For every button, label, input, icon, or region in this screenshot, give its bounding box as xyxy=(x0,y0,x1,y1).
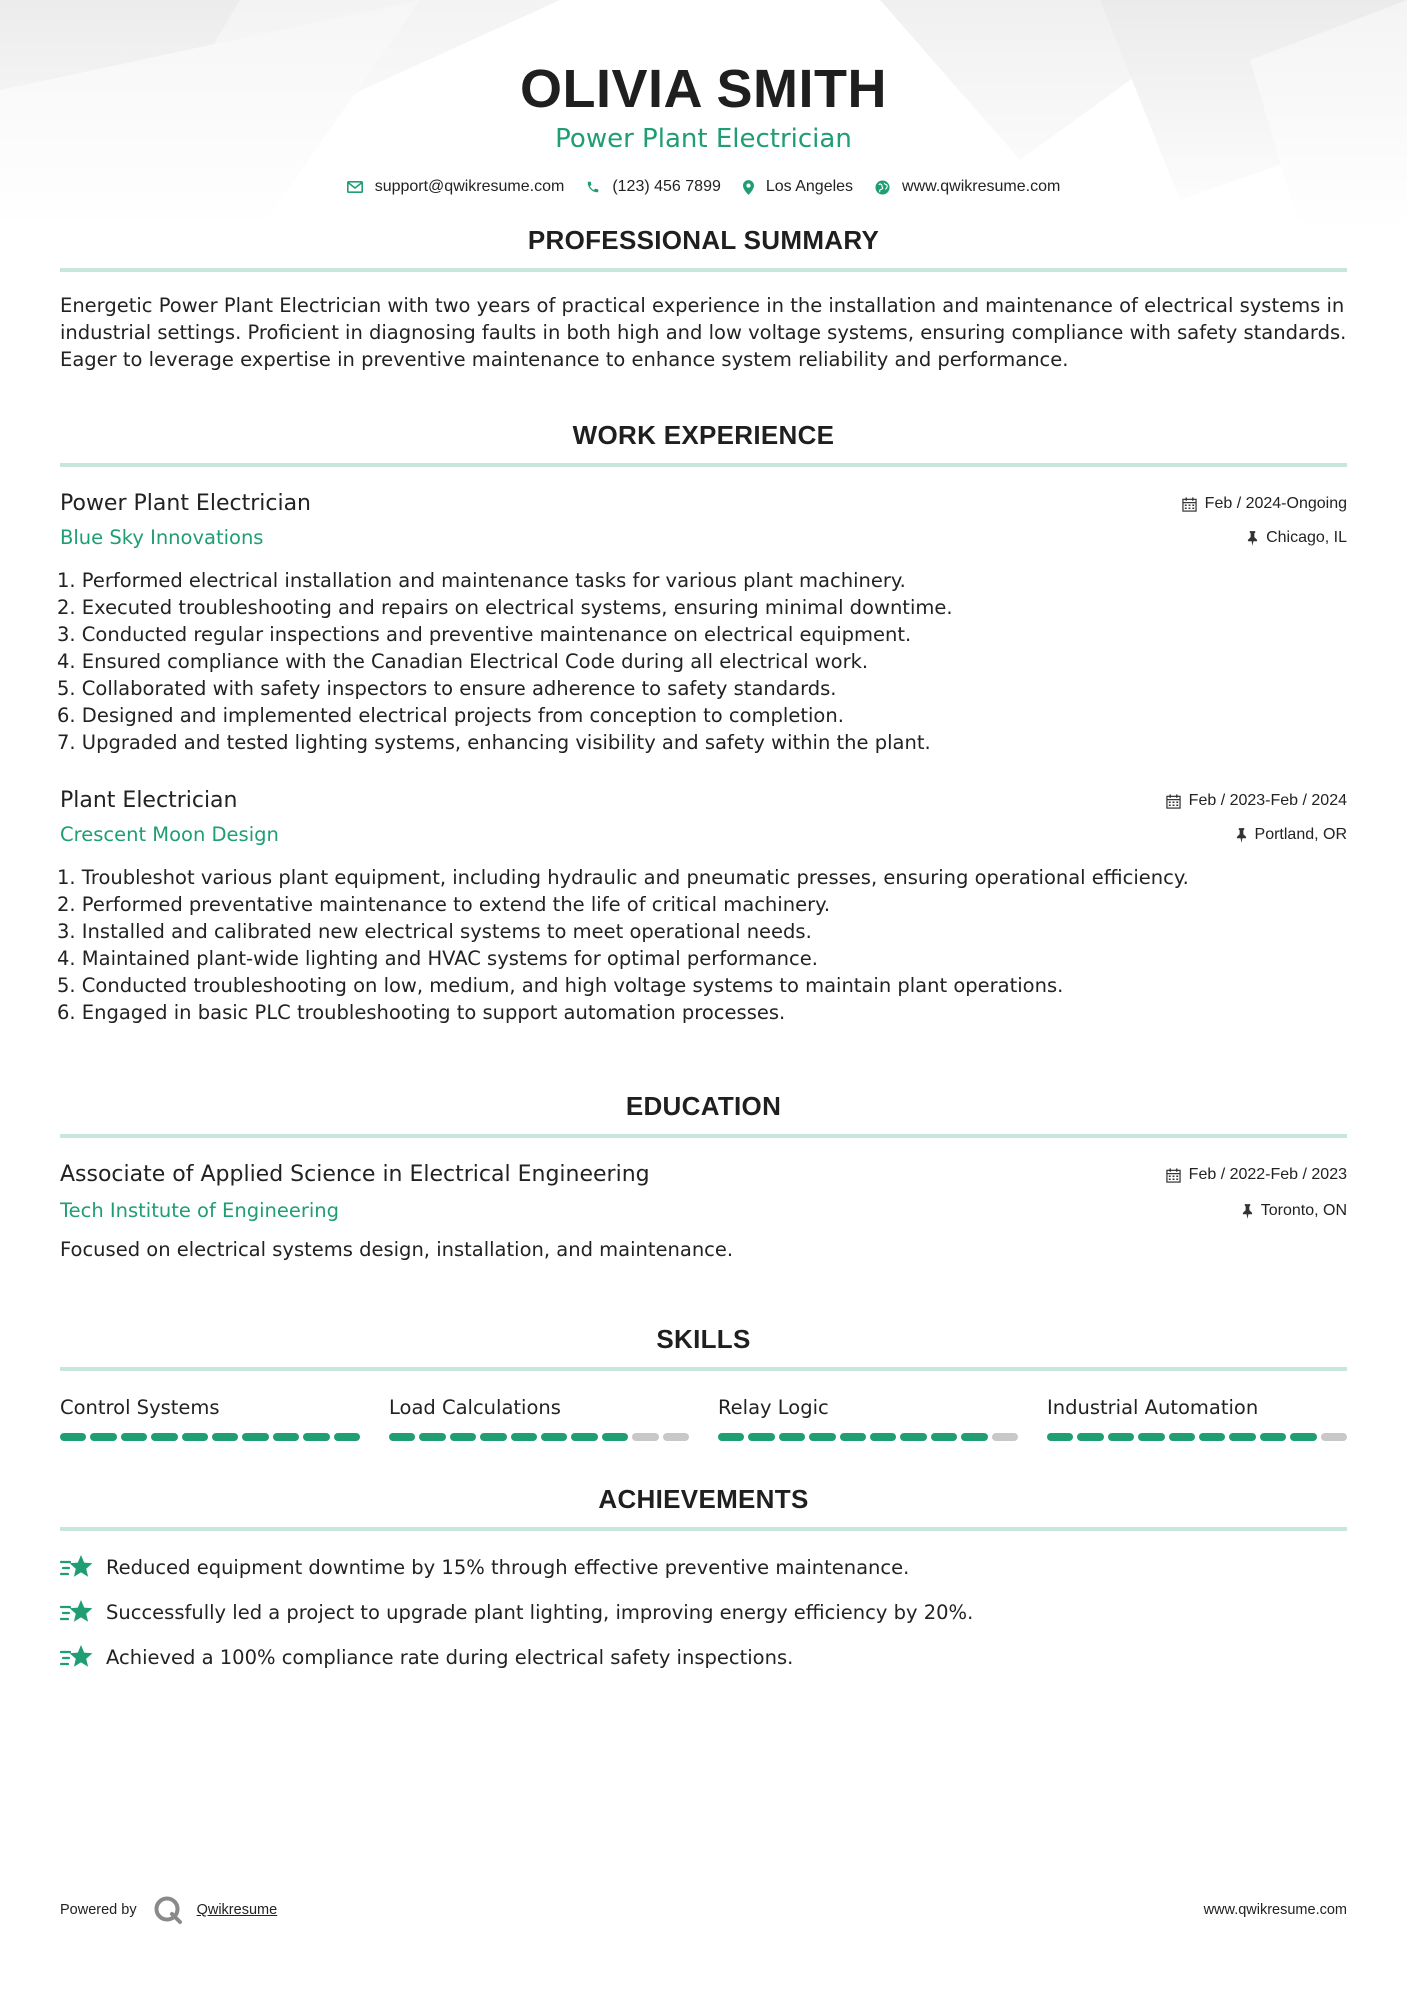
skill-name: Industrial Automation xyxy=(1047,1396,1259,1419)
contact-website[interactable] xyxy=(875,178,1060,196)
achievement-item xyxy=(60,1598,1347,1626)
skill-item xyxy=(1047,1395,1347,1441)
education-heading: EDUCATION xyxy=(625,1091,782,1121)
education-dates-text: Feb / 2022-Feb / 2023 xyxy=(1188,1166,1347,1183)
achievement-text: Achieved a 100% compliance rate during electrical safety inspections. xyxy=(106,1645,794,1669)
job-location xyxy=(1236,820,1347,850)
skill-segment-filled xyxy=(389,1433,415,1441)
summary-section-header xyxy=(60,222,1347,272)
skill-segment-empty xyxy=(632,1433,658,1441)
skill-level-bar xyxy=(389,1433,689,1441)
skill-segment-filled xyxy=(900,1433,926,1441)
experience-section-header xyxy=(60,417,1347,467)
achievement-text: Successfully led a project to upgrade plant lighting, improving energy efficiency by 20%. xyxy=(106,1600,974,1624)
summary-heading: PROFESSIONAL SUMMARY xyxy=(527,225,880,255)
achievement-item xyxy=(60,1553,1347,1581)
list-item: 3. Installed and calibrated new electrical systems to meet operational needs. xyxy=(57,920,812,943)
education-location-text: Toronto, ON xyxy=(1260,1202,1347,1219)
skills-section-header xyxy=(60,1321,1347,1371)
company-name: Blue Sky Innovations xyxy=(60,526,264,549)
brand-link[interactable]: Qwikresume xyxy=(196,1902,278,1918)
job-title: Power Plant Electrician xyxy=(60,491,311,516)
email-text: support@qwikresume.com xyxy=(374,178,565,195)
list-item: 6. Engaged in basic PLC troubleshooting to support automation processes. xyxy=(57,1001,786,1024)
job-entry xyxy=(57,489,1347,756)
education-dates xyxy=(1166,1160,1347,1190)
list-item: 1. Performed electrical installation and maintenance tasks for various plant machinery. xyxy=(57,569,906,592)
skill-segment-filled xyxy=(571,1433,597,1441)
education-location xyxy=(1242,1196,1347,1226)
skill-level-bar xyxy=(60,1433,360,1441)
job-dates-text: Feb / 2024-Ongoing xyxy=(1204,495,1347,512)
achievements-list xyxy=(60,1553,1347,1671)
list-item: 4. Maintained plant-wide lighting and HVAC systems for optimal performance. xyxy=(57,947,818,970)
skill-segment-filled xyxy=(931,1433,957,1441)
skill-name: Relay Logic xyxy=(718,1396,829,1419)
phone-text: (123) 456 7899 xyxy=(612,178,721,195)
section-divider xyxy=(60,1367,1347,1371)
skill-name: Control Systems xyxy=(60,1396,220,1419)
phone-icon xyxy=(586,180,600,194)
achievements-heading: ACHIEVEMENTS xyxy=(598,1484,809,1514)
job-title: Plant Electrician xyxy=(60,788,238,813)
skill-segment-filled xyxy=(1169,1433,1195,1441)
education-entry xyxy=(60,1160,1347,1263)
list-item: 2. Performed preventative maintenance to extend the life of critical machinery. xyxy=(57,893,831,916)
skill-segment-filled xyxy=(334,1433,360,1441)
list-item: 2. Executed troubleshooting and repairs on electrical systems, ensuring minimal downtime. xyxy=(57,596,953,619)
section-divider xyxy=(60,463,1347,467)
job-location xyxy=(1247,523,1347,553)
degree-title: Associate of Applied Science in Electrical Engineering xyxy=(60,1162,650,1187)
skill-segment-filled xyxy=(303,1433,329,1441)
job-dates xyxy=(1166,786,1347,816)
skill-segment-filled xyxy=(480,1433,506,1441)
star-icon xyxy=(60,1643,94,1671)
map-pin-icon xyxy=(743,180,754,195)
skill-segment-filled xyxy=(1077,1433,1103,1441)
contact-phone[interactable] xyxy=(586,178,721,196)
skill-segment-filled xyxy=(779,1433,805,1441)
list-item: 3. Conducted regular inspections and preventive maintenance on electrical equipment. xyxy=(57,623,912,646)
section-divider xyxy=(60,1527,1347,1531)
skill-segment-filled xyxy=(151,1433,177,1441)
education-description: Focused on electrical systems design, installation, and maintenance. xyxy=(60,1238,734,1261)
contact-email[interactable] xyxy=(347,178,565,196)
skill-segment-filled xyxy=(1108,1433,1134,1441)
skill-segment-filled xyxy=(1138,1433,1164,1441)
pushpin-icon xyxy=(1242,1204,1253,1219)
candidate-title: Power Plant Electrician xyxy=(555,124,852,154)
job-dates-text: Feb / 2023-Feb / 2024 xyxy=(1188,792,1347,809)
skill-name: Load Calculations xyxy=(389,1396,561,1419)
skill-segment-filled xyxy=(212,1433,238,1441)
skill-segment-filled xyxy=(602,1433,628,1441)
powered-by-label: Powered by xyxy=(60,1902,137,1918)
skill-segment-filled xyxy=(419,1433,445,1441)
resume-header xyxy=(60,0,1347,196)
skill-item xyxy=(389,1395,689,1441)
job-location-text: Portland, OR xyxy=(1254,826,1347,843)
job-dates xyxy=(1182,489,1347,519)
skill-segment-filled xyxy=(1229,1433,1255,1441)
location-text: Los Angeles xyxy=(765,178,854,195)
skill-segment-filled xyxy=(182,1433,208,1441)
skill-segment-filled xyxy=(273,1433,299,1441)
star-icon xyxy=(60,1553,94,1581)
skill-segment-empty xyxy=(992,1433,1018,1441)
education-section-header xyxy=(60,1088,1347,1138)
list-item: 5. Conducted troubleshooting on low, medium, and high voltage systems to maintain plant operations. xyxy=(57,974,1064,997)
skill-level-bar xyxy=(1047,1433,1347,1441)
skill-segment-filled xyxy=(840,1433,866,1441)
skills-list xyxy=(60,1395,1347,1441)
skills-heading: SKILLS xyxy=(656,1324,751,1354)
skill-segment-empty xyxy=(663,1433,689,1441)
contact-location xyxy=(743,178,853,196)
star-icon xyxy=(60,1598,94,1626)
job-responsibilities xyxy=(57,567,1347,756)
company-name: Crescent Moon Design xyxy=(60,823,279,846)
skill-segment-filled xyxy=(1260,1433,1286,1441)
skill-segment-filled xyxy=(541,1433,567,1441)
achievement-text: Reduced equipment downtime by 15% through effective preventive maintenance. xyxy=(106,1555,910,1579)
calendar-icon xyxy=(1166,794,1181,809)
skill-segment-filled xyxy=(809,1433,835,1441)
calendar-icon xyxy=(1182,497,1197,512)
skill-segment-filled xyxy=(961,1433,987,1441)
list-item: 4. Ensured compliance with the Canadian Electrical Code during all electrical work. xyxy=(57,650,869,673)
job-responsibilities xyxy=(57,864,1347,1026)
candidate-name: OLIVIA SMITH xyxy=(520,59,887,119)
skill-segment-filled xyxy=(450,1433,476,1441)
footer-website-link[interactable]: www.qwikresume.com xyxy=(1203,1902,1347,1918)
summary-text: Energetic Power Plant Electrician with two years of practical experience in the installation and maintenance of electrical systems in industrial settings. Proficient in diagnosing faults in both high and low voltage systems, ensuring compliance with safety standards. Eager to leverage expertise in preventive maintenance to enhance system reliability and performance. xyxy=(60,294,1347,371)
globe-icon xyxy=(875,180,890,195)
skill-level-bar xyxy=(718,1433,1018,1441)
achievements-section-header xyxy=(60,1481,1347,1531)
skill-segment-filled xyxy=(1199,1433,1225,1441)
skill-segment-filled xyxy=(121,1433,147,1441)
skill-segment-filled xyxy=(748,1433,774,1441)
skill-segment-filled xyxy=(242,1433,268,1441)
list-item: 6. Designed and implemented electrical projects from conception to completion. xyxy=(57,704,844,727)
skill-segment-filled xyxy=(90,1433,116,1441)
contact-row xyxy=(60,178,1347,196)
skill-segment-filled xyxy=(60,1433,86,1441)
calendar-icon xyxy=(1166,1168,1181,1183)
skill-item xyxy=(60,1395,360,1441)
list-item: 7. Upgraded and tested lighting systems, enhancing visibility and safety within the plant. xyxy=(57,731,931,754)
list-item: 1. Troubleshot various plant equipment, including hydraulic and pneumatic presses, ensuring operational efficiency. xyxy=(57,866,1189,889)
skill-segment-filled xyxy=(718,1433,744,1441)
skill-item xyxy=(718,1395,1018,1441)
skill-segment-filled xyxy=(870,1433,896,1441)
section-divider xyxy=(60,1134,1347,1138)
job-location-text: Chicago, IL xyxy=(1266,529,1347,546)
skill-segment-filled xyxy=(1047,1433,1073,1441)
school-name: Tech Institute of Engineering xyxy=(60,1199,340,1222)
skill-segment-empty xyxy=(1321,1433,1347,1441)
section-divider xyxy=(60,268,1347,272)
website-text: www.qwikresume.com xyxy=(902,178,1061,195)
list-item: 5. Collaborated with safety inspectors to ensure adherence to safety standards. xyxy=(57,677,837,700)
envelope-icon xyxy=(347,181,363,193)
skill-segment-filled xyxy=(511,1433,537,1441)
skill-segment-filled xyxy=(1290,1433,1316,1441)
achievement-item xyxy=(60,1643,1347,1671)
experience-heading: WORK EXPERIENCE xyxy=(572,420,835,450)
job-entry xyxy=(57,786,1347,1026)
pushpin-icon xyxy=(1236,828,1247,843)
pushpin-icon xyxy=(1247,531,1258,546)
